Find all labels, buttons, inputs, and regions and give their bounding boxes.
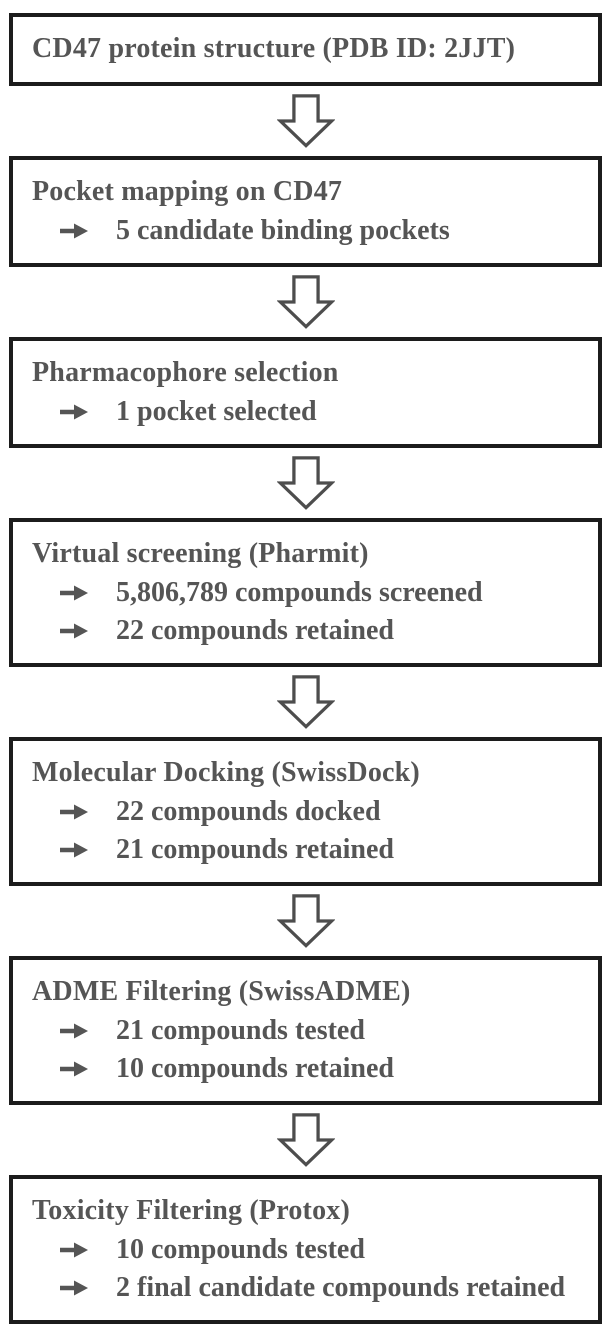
right-arrow-bullet-icon <box>60 622 88 640</box>
step-title: Pocket mapping on CD47 <box>32 176 343 207</box>
step-bullets <box>32 1231 586 1307</box>
right-arrow-bullet-icon <box>60 584 88 602</box>
down-block-arrow-icon <box>277 1112 335 1168</box>
flow-connector <box>9 1105 602 1175</box>
bullet-text: 2 final candidate compounds retained <box>116 1272 566 1303</box>
step-title: ADME Filtering (SwissADME) <box>32 976 411 1007</box>
bullet-text: 10 compounds tested <box>116 1234 365 1265</box>
flow-step-box <box>9 156 602 267</box>
right-arrow-bullet-icon <box>60 841 88 859</box>
down-block-arrow-icon <box>277 455 335 511</box>
step-title: CD47 protein structure (PDB ID: 2JJT) <box>32 33 516 64</box>
bullet-row <box>60 212 586 250</box>
bullet-row <box>60 793 586 831</box>
step-bullets <box>32 793 586 869</box>
flow-step-box <box>9 518 602 667</box>
bullet-text: 5,806,789 compounds screened <box>116 577 483 608</box>
right-arrow-bullet-icon <box>60 803 88 821</box>
flow-step-box <box>9 956 602 1105</box>
down-block-arrow-icon <box>277 893 335 949</box>
flow-connector <box>9 267 602 337</box>
flow-step-box <box>9 1175 602 1324</box>
bullet-row <box>60 1050 586 1088</box>
bullet-row <box>60 574 586 612</box>
step-bullets <box>32 1012 586 1088</box>
flow-step-box <box>9 13 602 86</box>
step-bullets <box>32 393 586 431</box>
right-arrow-bullet-icon <box>60 222 88 240</box>
bullet-row <box>60 393 586 431</box>
right-arrow-bullet-icon <box>60 1022 88 1040</box>
step-title: Toxicity Filtering (Protox) <box>32 1195 351 1226</box>
right-arrow-bullet-icon <box>60 1060 88 1078</box>
down-block-arrow-icon <box>277 93 335 149</box>
flow-connector <box>9 886 602 956</box>
bullet-text: 22 compounds docked <box>116 796 381 827</box>
flow-step-box <box>9 737 602 886</box>
bullet-row <box>60 831 586 869</box>
flow-connector <box>9 448 602 518</box>
bullet-row <box>60 1269 586 1307</box>
bullet-text: 10 compounds retained <box>116 1053 394 1084</box>
bullet-row <box>60 1012 586 1050</box>
right-arrow-bullet-icon <box>60 1241 88 1259</box>
step-title: Molecular Docking (SwissDock) <box>32 757 420 788</box>
bullet-text: 22 compounds retained <box>116 615 394 646</box>
flow-step-box <box>9 337 602 448</box>
right-arrow-bullet-icon <box>60 403 88 421</box>
step-bullets <box>32 574 586 650</box>
down-block-arrow-icon <box>277 274 335 330</box>
flow-connector <box>9 86 602 156</box>
bullet-row <box>60 1231 586 1269</box>
bullet-text: 5 candidate binding pockets <box>116 215 450 246</box>
bullet-text: 1 pocket selected <box>116 396 317 427</box>
bullet-text: 21 compounds tested <box>116 1015 365 1046</box>
right-arrow-bullet-icon <box>60 1279 88 1297</box>
bullet-row <box>60 612 586 650</box>
step-title: Virtual screening (Pharmit) <box>32 538 369 569</box>
flow-connector <box>9 667 602 737</box>
bullet-text: 21 compounds retained <box>116 834 394 865</box>
down-block-arrow-icon <box>277 674 335 730</box>
step-bullets <box>32 212 586 250</box>
step-title: Pharmacophore selection <box>32 357 339 388</box>
